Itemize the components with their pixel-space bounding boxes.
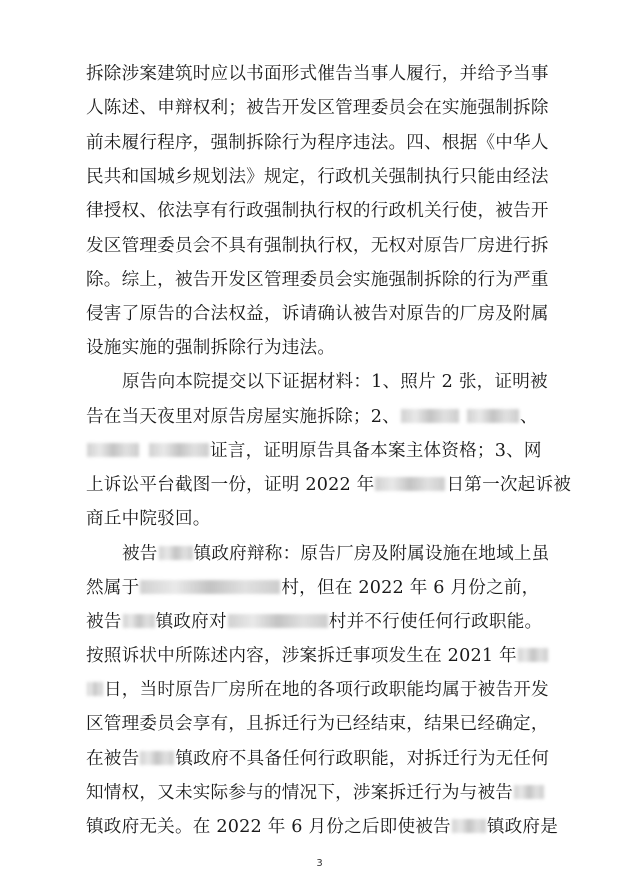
text-segment: 然属于 [86,578,140,598]
text-segment: 镇政府是 [486,817,559,837]
redacted-text [140,580,280,594]
text-line [86,475,571,495]
text-segment: 村，但在 2022 年 6 月份之前， [281,578,540,598]
redacted-text [467,409,519,423]
redacted-text [159,546,193,560]
redacted-date [87,682,103,696]
text-segment: 被告 [122,544,158,564]
text-line: 发区管理委员会不具有强制执行权，无权对原告厂房进行拆 [86,236,549,256]
text-line [86,441,542,461]
text-line [122,544,549,564]
text-line: 前未履行程序，强制拆除行为程序违法。四、根据《中华人 [86,133,549,153]
redacted-text [514,785,544,799]
redacted-text [123,614,155,628]
text-segment: 按照诉状中所陈述内容，涉案拆迁事项发生在 2021 年 [86,646,517,666]
text-line: 律授权、依法享有行政强制执行权的行政机关行使，被告开 [86,201,549,221]
text-segment: 被告 [86,612,122,632]
text-line: 拆除涉案建筑时应以书面形式催告当事人履行，并给予当事 [86,64,549,84]
text-line [86,578,539,598]
redacted-text [87,443,139,457]
redacted-text [140,751,174,765]
page-number: 3 [316,858,323,869]
text-line [86,646,549,666]
text-line: 区管理委员会享有，且拆迁行为已经结束，结果已经确定， [86,714,549,734]
text-segment: 日第一次起诉被 [446,475,572,495]
text-line [86,407,538,427]
text-line: 商丘中院驳回。 [86,509,211,529]
text-segment: 上诉讼平台截图一份，证明 2022 年 [86,475,375,495]
text-line [86,749,549,769]
text-line: 原告向本院提交以下证据材料：1、照片 2 张，证明被 [122,372,548,392]
text-line [86,783,545,803]
text-segment: 、 [519,407,538,427]
text-line: 侵害了原告的合法权益，诉请确认被告对原告的厂房及附属 [86,304,549,324]
text-line: 除。综上，被告开发区管理委员会实施强制拆除的行为严重 [86,270,549,290]
text-segment: 镇政府无关。在 2022 年 6 月份之后即使被告 [86,817,451,837]
redacted-text [452,819,486,833]
text-segment: 村并不行使任何行政职能。 [328,612,543,632]
text-segment: 证言，证明原告具备本案主体资格；3、网 [210,441,542,461]
redacted-date [375,477,445,491]
redacted-text [228,614,328,628]
text-line: 民共和国城乡规划法》规定，行政机关强制执行只能由经法 [86,167,549,187]
text-segment: 镇政府对 [155,612,227,632]
text-segment: 告在当天夜里对原告房屋实施拆除；2、 [86,407,400,427]
redacted-text [149,443,209,457]
text-segment: 镇政府不具备任何行政职能，对拆迁行为无任何 [175,749,550,769]
text-line: 设施实施的强制拆除行为违法。 [86,338,336,358]
redacted-date [518,648,548,662]
text-segment: 在被告 [86,749,140,769]
text-segment: 知情权，又未实际参与的情况下，涉案拆迁行为与被告 [86,783,514,803]
redacted-text [401,409,459,423]
text-line: 人陈述、申辩权利；被告开发区管理委员会在实施强制拆除 [86,98,549,118]
text-line [86,612,542,632]
text-segment: 日，当时原告厂房所在地的各项行政职能均属于被告开发 [104,680,549,700]
text-line [86,680,549,700]
text-line [86,817,558,837]
text-segment: 镇政府辩称：原告厂房及附属设施在地域上虽 [193,544,550,564]
